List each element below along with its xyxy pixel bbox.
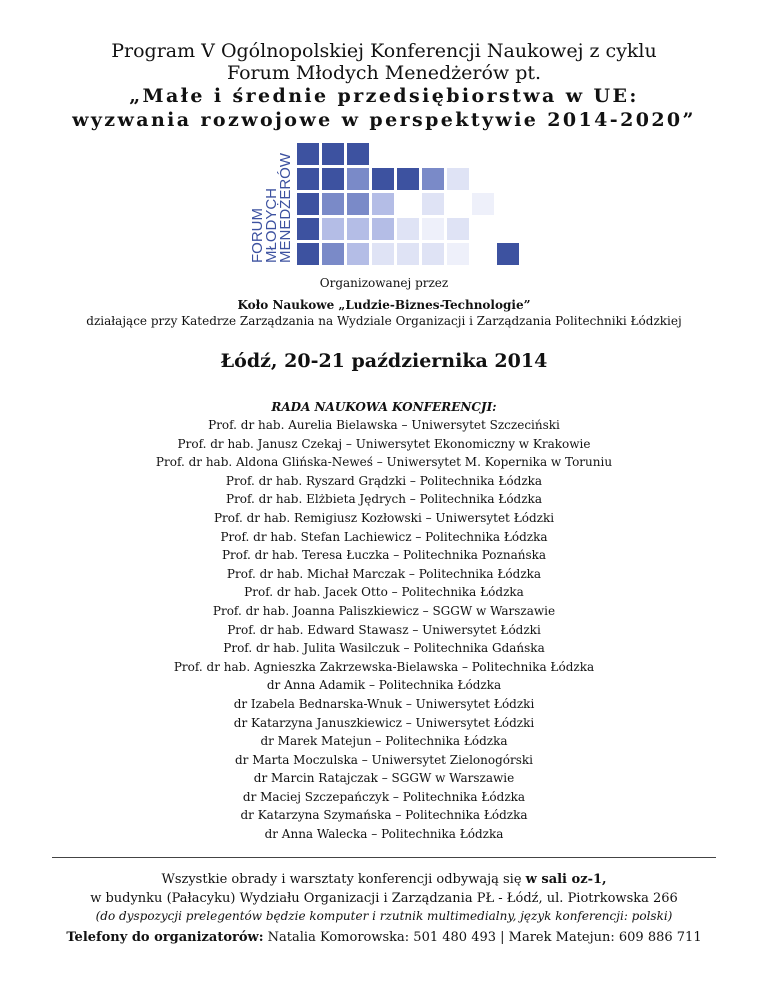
- logo-tile: [422, 243, 444, 265]
- council-member: Prof. dr hab. Aurelia Bielawska – Uniwersytet Szczeciński: [208, 418, 560, 432]
- logo-tile: [372, 193, 394, 215]
- title-line-1: Program V Ogólnopolskiej Konferencji Naukowej z cyklu: [111, 40, 657, 62]
- council-member: Prof. dr hab. Ryszard Grądzki – Politechnika Łódzka: [225, 473, 543, 488]
- logo-tile: [347, 143, 369, 165]
- council-member: dr Izabela Bednarska-Wnuk – Uniwersytet Łódzki: [233, 696, 535, 711]
- council-member: dr Anna Walecka – Politechnika Łódzka: [264, 827, 504, 842]
- organizer-name: Koło Naukowe „Ludzie-Biznes-Technologie”: [237, 298, 531, 312]
- title-line-2: Forum Młodych Menedżerów pt.: [226, 62, 542, 84]
- logo-tile: [347, 193, 369, 215]
- logo-text: [249, 152, 294, 263]
- conference-date: Łódź, 20-21 października 2014: [220, 350, 548, 372]
- logo-tile: [447, 243, 469, 265]
- logo-tile: [297, 143, 319, 165]
- title-line-3: „Małe i średnie przedsiębiorstwa w UE:: [129, 85, 639, 107]
- venue-prefix: Wszystkie obrady i warsztaty konferencji odbywają się: [161, 872, 526, 887]
- council-member: Prof. dr hab. Jacek Otto – Politechnika Łódzka: [244, 585, 524, 600]
- organizer-label: Organizowanej przez: [319, 276, 449, 290]
- council-member: dr Anna Adamik – Politechnika Łódzka: [266, 678, 502, 693]
- council-member: Prof. dr hab. Edward Stawasz – Uniwersytet Łódzki: [227, 622, 541, 637]
- council-member: Prof. dr hab. Elżbieta Jędrych – Politechnika Łódzka: [226, 492, 542, 507]
- council-member: dr Marta Moczulska – Uniwersytet Zielonogórski: [234, 752, 534, 767]
- logo-tile: [372, 243, 394, 265]
- logo-tile: [497, 243, 519, 265]
- logo-tile: [397, 218, 419, 240]
- logo-tile: [322, 243, 344, 265]
- logo-tile: [297, 168, 319, 190]
- logo-tile: [322, 168, 344, 190]
- council-member: Prof. dr hab. Janusz Czekaj – Uniwersytet Ekonomiczny w Krakowie: [177, 436, 591, 451]
- logo-tile: [397, 243, 419, 265]
- venue-room: w sali oz-1,: [525, 872, 607, 887]
- title-block: [0, 40, 768, 132]
- council-heading: RADA NAUKOWA KONFERENCJI:: [271, 400, 497, 414]
- logo-tile: [372, 218, 394, 240]
- logo-tile: [347, 218, 369, 240]
- phones-label: Telefony do organizatorów:: [66, 930, 264, 945]
- logo-tile: [347, 168, 369, 190]
- logo-tile: [472, 193, 494, 215]
- logo-tile: [297, 218, 319, 240]
- council-member: Prof. dr hab. Michał Marczak – Politechnika Łódzka: [226, 566, 542, 581]
- logo-tile: [397, 168, 419, 190]
- council-member: Prof. dr hab. Remigiusz Kozłowski – Uniwersytet Łódzki: [213, 510, 555, 525]
- council-member: Prof. dr hab. Joanna Paliszkiewicz – SGGW w Warszawie: [212, 603, 556, 618]
- logo-tile: [297, 243, 319, 265]
- phones-line: [0, 927, 768, 949]
- logo-tile: [372, 168, 394, 190]
- logo-text-1: FORUM: [249, 208, 266, 263]
- council-member: Prof. dr hab. Teresa Łuczka – Politechnika Poznańska: [221, 548, 547, 563]
- logo-tile: [422, 218, 444, 240]
- logo-tile: [347, 243, 369, 265]
- address-line: w budynku (Pałacyku) Wydziału Organizacji i Zarządzania PŁ - Łódź, ul. Piotrkowska 266: [90, 891, 678, 906]
- logo-tile: [422, 168, 444, 190]
- logo-text-3: MENEDŻERÓW: [277, 153, 294, 263]
- equipment-note: (do dyspozycji prelegentów będzie komputer i rzutnik multimedialny, język konferencji: polski): [95, 909, 673, 923]
- organizer-description: działające przy Katedrze Zarządzania na Wydziale Organizacji i Zarządzania Politechniki Łódzkiej: [86, 314, 682, 328]
- council-members-list: [0, 416, 768, 844]
- forum-logo: [245, 143, 527, 267]
- logo-tile: [422, 193, 444, 215]
- logo-tile: [322, 218, 344, 240]
- council-member: Prof. dr hab. Aldona Glińska-Neweś – Uniwersytet M. Kopernika w Toruniu: [155, 455, 613, 470]
- council-member: Prof. dr hab. Julita Wasilczuk – Politechnika Gdańska: [223, 641, 545, 656]
- footer: [0, 870, 768, 949]
- council-member: Prof. dr hab. Agnieszka Zakrzewska-Bielawska – Politechnika Łódzka: [173, 659, 595, 674]
- council-member: dr Maciej Szczepańczyk – Politechnika Łódzka: [242, 789, 526, 804]
- council-member: dr Marcin Ratajczak – SGGW w Warszawie: [253, 771, 515, 786]
- logo-tile: [447, 168, 469, 190]
- logo-grid: [297, 143, 519, 265]
- council-member: dr Marek Matejun – Politechnika Łódzka: [260, 734, 508, 749]
- phones-value: Natalia Komorowska: 501 480 493 | Marek Matejun: 609 886 711: [263, 930, 702, 945]
- venue-line: [0, 870, 768, 889]
- logo-tile: [322, 193, 344, 215]
- logo-tile: [447, 218, 469, 240]
- logo-text-2: MŁODYCH: [263, 187, 280, 263]
- footer-divider: [52, 857, 716, 858]
- council-member: Prof. dr hab. Stefan Lachiewicz – Politechnika Łódzka: [220, 529, 548, 544]
- council-member: dr Katarzyna Januszkiewicz – Uniwersytet Łódzki: [233, 715, 535, 730]
- council-member: dr Katarzyna Szymańska – Politechnika Łódzka: [240, 808, 528, 823]
- logo-tile: [297, 193, 319, 215]
- title-line-4: wyzwania rozwojowe w perspektywie 2014-2020”: [72, 109, 696, 131]
- logo-tile: [322, 143, 344, 165]
